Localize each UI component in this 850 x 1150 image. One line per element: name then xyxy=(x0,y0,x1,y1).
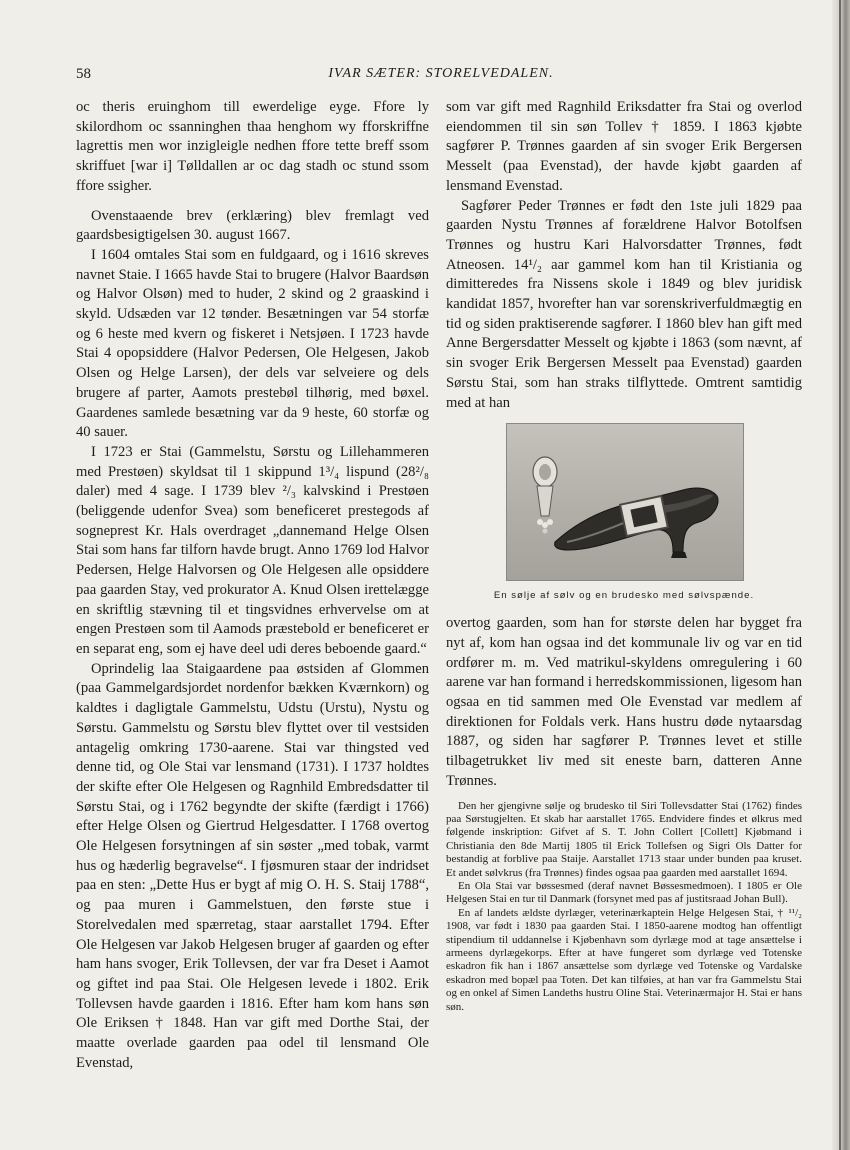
footnote: Den her gjengivne sølje og brudesko til Siri Tollevsdatter Stai (1762) findes paa Sørstugjelten. Et skab har aarstallet 1765. Endvidere findes et ølkrus med følgende inskription: Gifvet af S. T. John Collert [Collett] Kjøbmand i Christiania den 8de Martij 1805 til Erick Tollefsen og Sigri Ols Datter for bestandig at forblive paa Staije. Aarstallet 1713 staar under bunden paa kruset. Et andet sølvkrus (fra Trønnes) findes ogsaa paa gaarden med aarstallet 1694. xyxy=(446,799,802,879)
page-header xyxy=(76,66,806,86)
paragraph: I 1723 er Stai (Gammelstu, Sørstu og Lillehammeren med Prestøen) skyldsat til 1 skippund 1³/₄ lispund (28²/₈ daler) med 4 sage. I 1739 blev ²/₃ kalvskind i Prestøen (beliggende udenfor Svea) som beneficeret prestegods af sogneprest Kr. Hals overdraget „dannemand Helge Olsen Stai som hans far tilforn havde brugt. Anno 1769 lod Halvor Pedersen, Helge Halvorsen og Ole Helgesen alle opsiddere paa gaarden Stay, ved prokurator A. Knud Olsen irettelægge en skriftlig stævning til et tingsvidnes erhvervelse om at engen Prestøen som til Aamods præstebold er beneficeret er en separat eng, som ej have deel udi deres beboende gaard.“ xyxy=(76,443,429,657)
shoe-image xyxy=(555,488,718,558)
figure-caption: En sølje af sølv og en brudesko med sølvspænde. xyxy=(493,590,755,602)
left-column xyxy=(76,98,429,1073)
paragraph: som var gift med Ragnhild Eriksdatter fra Stai og overlod eiendommen til sin søn Tollev † 1859. I 1863 kjøbte sagfører P. Trønnes gaarden af sin svoger Erik Bergersen Messelt (paa Evenstad), der havde kjøbt gaarden af lensmand Evenstad. xyxy=(446,99,802,194)
footnote: En Ola Stai var bøssesmed (deraf navnet Bøssesmedmoen). I 1805 er Ole Helgesen Stai en tur til Danmark (forsynet med pas af justitsraad Johan Bull). xyxy=(446,880,802,906)
right-column xyxy=(446,98,802,1014)
paragraph: Sagfører Peder Trønnes er født den 1ste juli 1829 paa gaarden Nystu Trønnes af forældrene Halvor Botolfsen Trønnes og hustru Kari Halvorsdatter Trønnes, født Atneosen. 14¹/₂ aar gammel kom han til Kristiania og dimitteredes fra Nissens skole i 1849 og blev juridisk kandidat 1857, hvorefter han var sorenskriverfuldmægtig en tid og siden praktiserende sagfører. I 1860 blev han gift med Anne Bergersdatter Messelt og kjøbte i 1863 (som nævnt, af sin svoger Erik Bergersen Messelt paa Evenstad) gaarden Sørstu Stai, som han straks tilflyttede. Omtrent samtidig med at han xyxy=(446,197,802,411)
paragraph: Oprindelig laa Staigaardene paa østsiden af Glommen (paa Gammelgardsjordet nordenfor bækken Kværnkorn) og kaldtes i dagligtale Gammelstu, Udstu (Urstu), Nystu og Sørstu. Gammelstu og Sørstu blev flyttet over til vestsiden antagelig omkring 1730-aarene. Stai var thingsted ved denne tid, og Ole Stai var lensmand (1731). I 1737 holdtes der skifte efter Ole Helgesen og Ragnhild Embredsdatter til Sørstu Stai, og i 1762 begyndte der skifte (færdigt i 1766) efter Helge Olsen og Giertrud Helgesdatter. I 1768 overtog Ole Helgesen forsytningen af sin søster „med tobak, varmt hus og hæderlig begravelse“. I fjøsmuren staar der indridset paa en sten: „Dette Hus er bygt af mig O. H. S. Staij 1788“, og paa muren i Gammelstuen, den første stue i Storelvedalen med spærretag, staar aarstallet 1794. Efter Ole Helgesen var Jakob Helgesen bruger af gaarden og efter ham hans svoger, Erik Tollevsen, der var fra Deset i Aamot og giftet ind paa Stai. Ole Helgesen levede i 1802. Erik Tollevsen havde gaarden i 1816. Efter ham kom hans søn Ole Eriksen † 1848. Han var gift med Dorthe Stai, der maatte overlade gaarden paa odel til lensmand Ole Evenstad, xyxy=(76,660,429,1071)
paragraph: Ovenstaaende brev (erklæring) blev fremlagt ved gaardsbesigtigelsen 30. august 1667. xyxy=(76,207,429,244)
photo-brooch-and-bridal-shoe xyxy=(506,423,744,581)
page-edge-line xyxy=(839,0,841,1150)
running-head: IVAR SÆTER: STORELVEDALEN. xyxy=(328,66,554,81)
shoe-and-brooch-illustration xyxy=(507,424,743,580)
paragraph: oc theris eruinghom till ewerdelige eyge. Ffore ly skilordhom oc ssanninghen thaa henghom wy fforskriffne lagrettis men wor inzigleigle nedhen ffore tette breff ssom skriffuet [war i] Tølldallen ar oc dag stadh oc stund ssom ffore ssigher. xyxy=(76,99,429,194)
footnote: En af landets ældste dyrlæger, veterinærkaptein Helge Helgesen Stai, † ¹¹/₂ 1908, var født i 1830 paa gaarden Stai. I 1850-aarene modtog han offentligt stipendium til uddannelse i Kjøbenhavn som dyrlæge mod at tage ansættelse i armeens dyrlægekorps. Efter at have fungeret som dyrlæge ved Totenske eskadron fik han i 1867 ansættelse som dyrlæge ved Totenske og Vardalske eskadron med bopæl paa Toten. Det kan tilføies, at han var fra Gammelstu Stai og en onkel af Simen Landeths hustru Oline Stai. Veterinærmajor H. Stai er hans søn. xyxy=(446,906,802,1013)
paragraph: overtog gaarden, som han for største delen har bygget fra nyt af, kom han ogsaa ind det kommunale liv og var en tid ordfører m. m. Ved matrikul-skyldens omregulering i 60 aarene var han formand i herredskommissionen, ligesom han ogsaa en tid sammen med Ole Evenstad var medlem af direktionen for Foldals verk. Hans hustru døde nytaarsdag 1887, og siden har sagfører P. Trønnes levet et stille tilbagetrukket liv med sit eneste barn, datteren Anne Trønnes. xyxy=(446,615,802,789)
brooch-image xyxy=(533,457,557,534)
page-number: 58 xyxy=(76,66,91,82)
paragraph: I 1604 omtales Stai som en fuldgaard, og i 1616 skreves navnet Staie. I 1665 havde Stai to brugere (Halvor Baardsøn og Halvor Olsøn) med to huder, 2 skind og 2 graaskind i skyld. Udsæden var 12 tønder. Besætningen var 54 storfæ og 6 heste med kvern og fiskeret i Netsjøen. I 1723 havde Stai 4 opopsiddere (Halvor Pedersen, Ole Helgesen, Jakob Olsen og Helge Larsen), der dels var selveiere og dels brugere af parter, Aamots prestebøl tilhørig, med bøxel. Gaardenes samlede besætning var da 9 heste, 60 storfæ og 40 sauer. xyxy=(76,246,429,441)
page-edge xyxy=(832,0,850,1150)
